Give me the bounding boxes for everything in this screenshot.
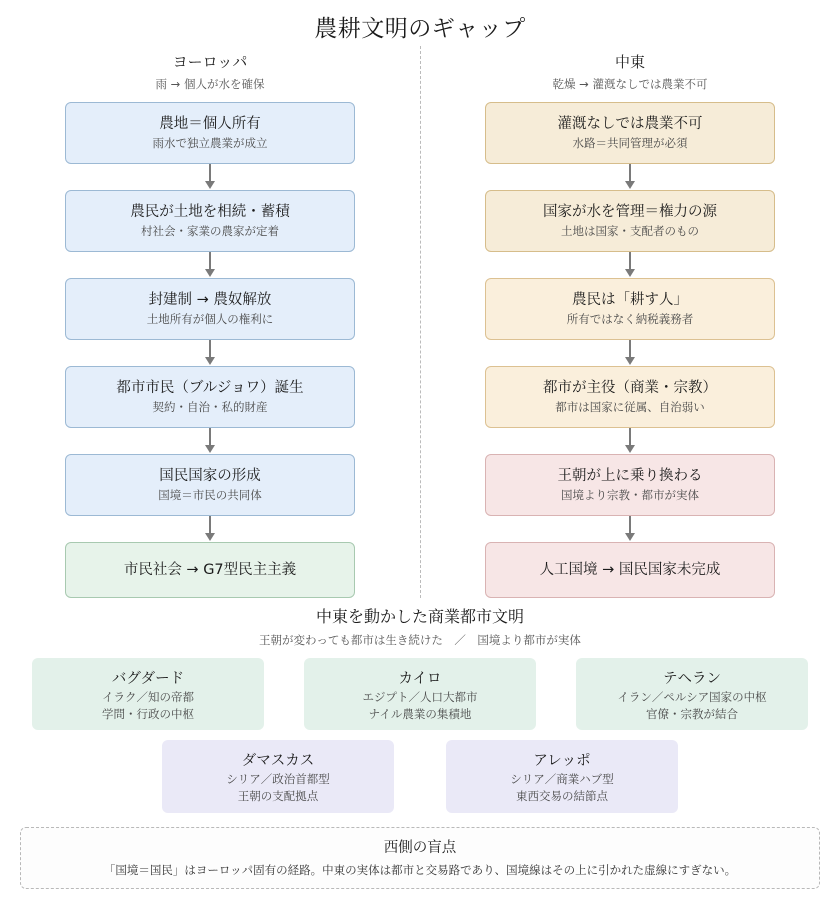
city-detail-2: 王朝の支配拠点: [237, 789, 319, 804]
column-europe: [0, 51, 420, 598]
city-detail-2: ナイル農業の集積地: [368, 706, 472, 721]
city-detail-1: エジプト／人口大都市: [362, 689, 478, 704]
city-name: バグダード: [111, 670, 185, 687]
flow-node-title: 農民が土地を相続・蓄積: [130, 203, 290, 220]
column-europe-subheading: 雨 → 個人が水を確保: [155, 77, 265, 91]
flow-node: [485, 102, 775, 164]
flow-node-title: 人工国境 → 国民国家未完成: [539, 561, 721, 578]
footer-title: 西側の盲点: [383, 839, 457, 856]
city-name: アレッポ: [533, 753, 591, 770]
cities-section: [0, 604, 840, 813]
flow-node-subtitle: 都市は国家に従属、自治弱い: [555, 399, 705, 414]
flow-node-subtitle: 所有ではなく納税義務者: [566, 311, 694, 326]
city-row-primary: [0, 658, 840, 731]
flow-node: [485, 278, 775, 340]
column-divider: [420, 46, 421, 598]
city-detail-1: イラク／知の帝都: [102, 689, 194, 704]
city-card: [162, 740, 394, 813]
flow-europe: [65, 102, 355, 598]
city-card: [304, 658, 536, 731]
city-detail-2: 学問・行政の中枢: [102, 706, 194, 721]
flow-node-subtitle: 国境より宗教・都市が実体: [561, 487, 699, 502]
city-name: ダマスカス: [241, 753, 315, 770]
flow-node-subtitle: 土地は国家・支配者のもの: [561, 224, 699, 239]
city-detail-1: イラン／ペルシア国家の中枢: [617, 689, 767, 704]
column-middle-east: [420, 51, 840, 598]
column-middle-east-heading: 中東: [614, 53, 645, 71]
flow-node-title: 封建制 → 農奴解放: [148, 291, 272, 308]
flow-node-terminal: [485, 542, 775, 598]
column-middle-east-subheading: 乾燥 → 灌漑なしでは農業不可: [552, 77, 708, 91]
city-detail-1: シリア／政治首都型: [226, 772, 330, 787]
flow-node-title: 都市市民（ブルジョワ）誕生: [116, 379, 304, 396]
flow-node-subtitle: 土地所有が個人の権利に: [146, 311, 274, 326]
city-card: [576, 658, 808, 731]
cities-section-title: 中東を動かした商業都市文明: [315, 606, 524, 626]
flow-node-title: 市民社会 → G7型民主主義: [123, 561, 297, 578]
cities-section-subtitle: 王朝が変わっても都市は生き続けた ／ 国境より都市が実体: [259, 632, 581, 647]
city-card: [32, 658, 264, 731]
footer-body: 「国境＝国民」はヨーロッパ固有の経路。中東の実体は都市と交易路であり、国境線はその上に引かれた虚線にすぎない。: [103, 862, 737, 877]
flow-node: [485, 454, 775, 516]
city-detail-1: シリア／商業ハブ型: [510, 772, 614, 787]
flow-node: [65, 454, 355, 516]
city-card: [446, 740, 678, 813]
flow-node-title: 灌漑なしでは農業不可: [557, 116, 703, 132]
city-row-secondary: [0, 740, 840, 813]
flow-node-title: 都市が主役（商業・宗教）: [543, 379, 717, 396]
flow-node-subtitle: 雨水で独立農業が成立: [152, 136, 268, 151]
page-title: 農耕文明のギャップ: [314, 16, 526, 42]
flow-node-subtitle: 水路＝共同管理が必須: [572, 136, 688, 151]
flow-node: [65, 278, 355, 340]
city-name: テヘラン: [663, 670, 721, 687]
city-detail-2: 官僚・宗教が結合: [646, 706, 738, 721]
flow-node-title: 農地＝個人所有: [159, 116, 261, 132]
flow-node-title: 農民は「耕す人」: [572, 291, 688, 308]
flow-node-title: 国民国家の形成: [159, 467, 261, 484]
flow-middle-east: [485, 102, 775, 598]
flow-node: [485, 190, 775, 252]
flow-node: [65, 366, 355, 428]
city-name: カイロ: [398, 670, 442, 687]
flow-node: [485, 366, 775, 428]
flow-node-title: 国家が水を管理＝権力の源: [543, 203, 717, 220]
flow-node-title: 王朝が上に乗り換わる: [557, 467, 703, 484]
flow-node-subtitle: 国境＝市民の共同体: [158, 487, 262, 502]
footer-callout: [20, 827, 820, 889]
flow-node-terminal: [65, 542, 355, 598]
flow-node: [65, 190, 355, 252]
city-detail-2: 東西交易の結節点: [516, 789, 608, 804]
flow-node: [65, 102, 355, 164]
flow-node-subtitle: 村社会・家業の農家が定着: [141, 224, 279, 239]
flow-node-subtitle: 契約・自治・私的財産: [152, 399, 268, 414]
column-europe-heading: ヨーロッパ: [172, 53, 248, 71]
